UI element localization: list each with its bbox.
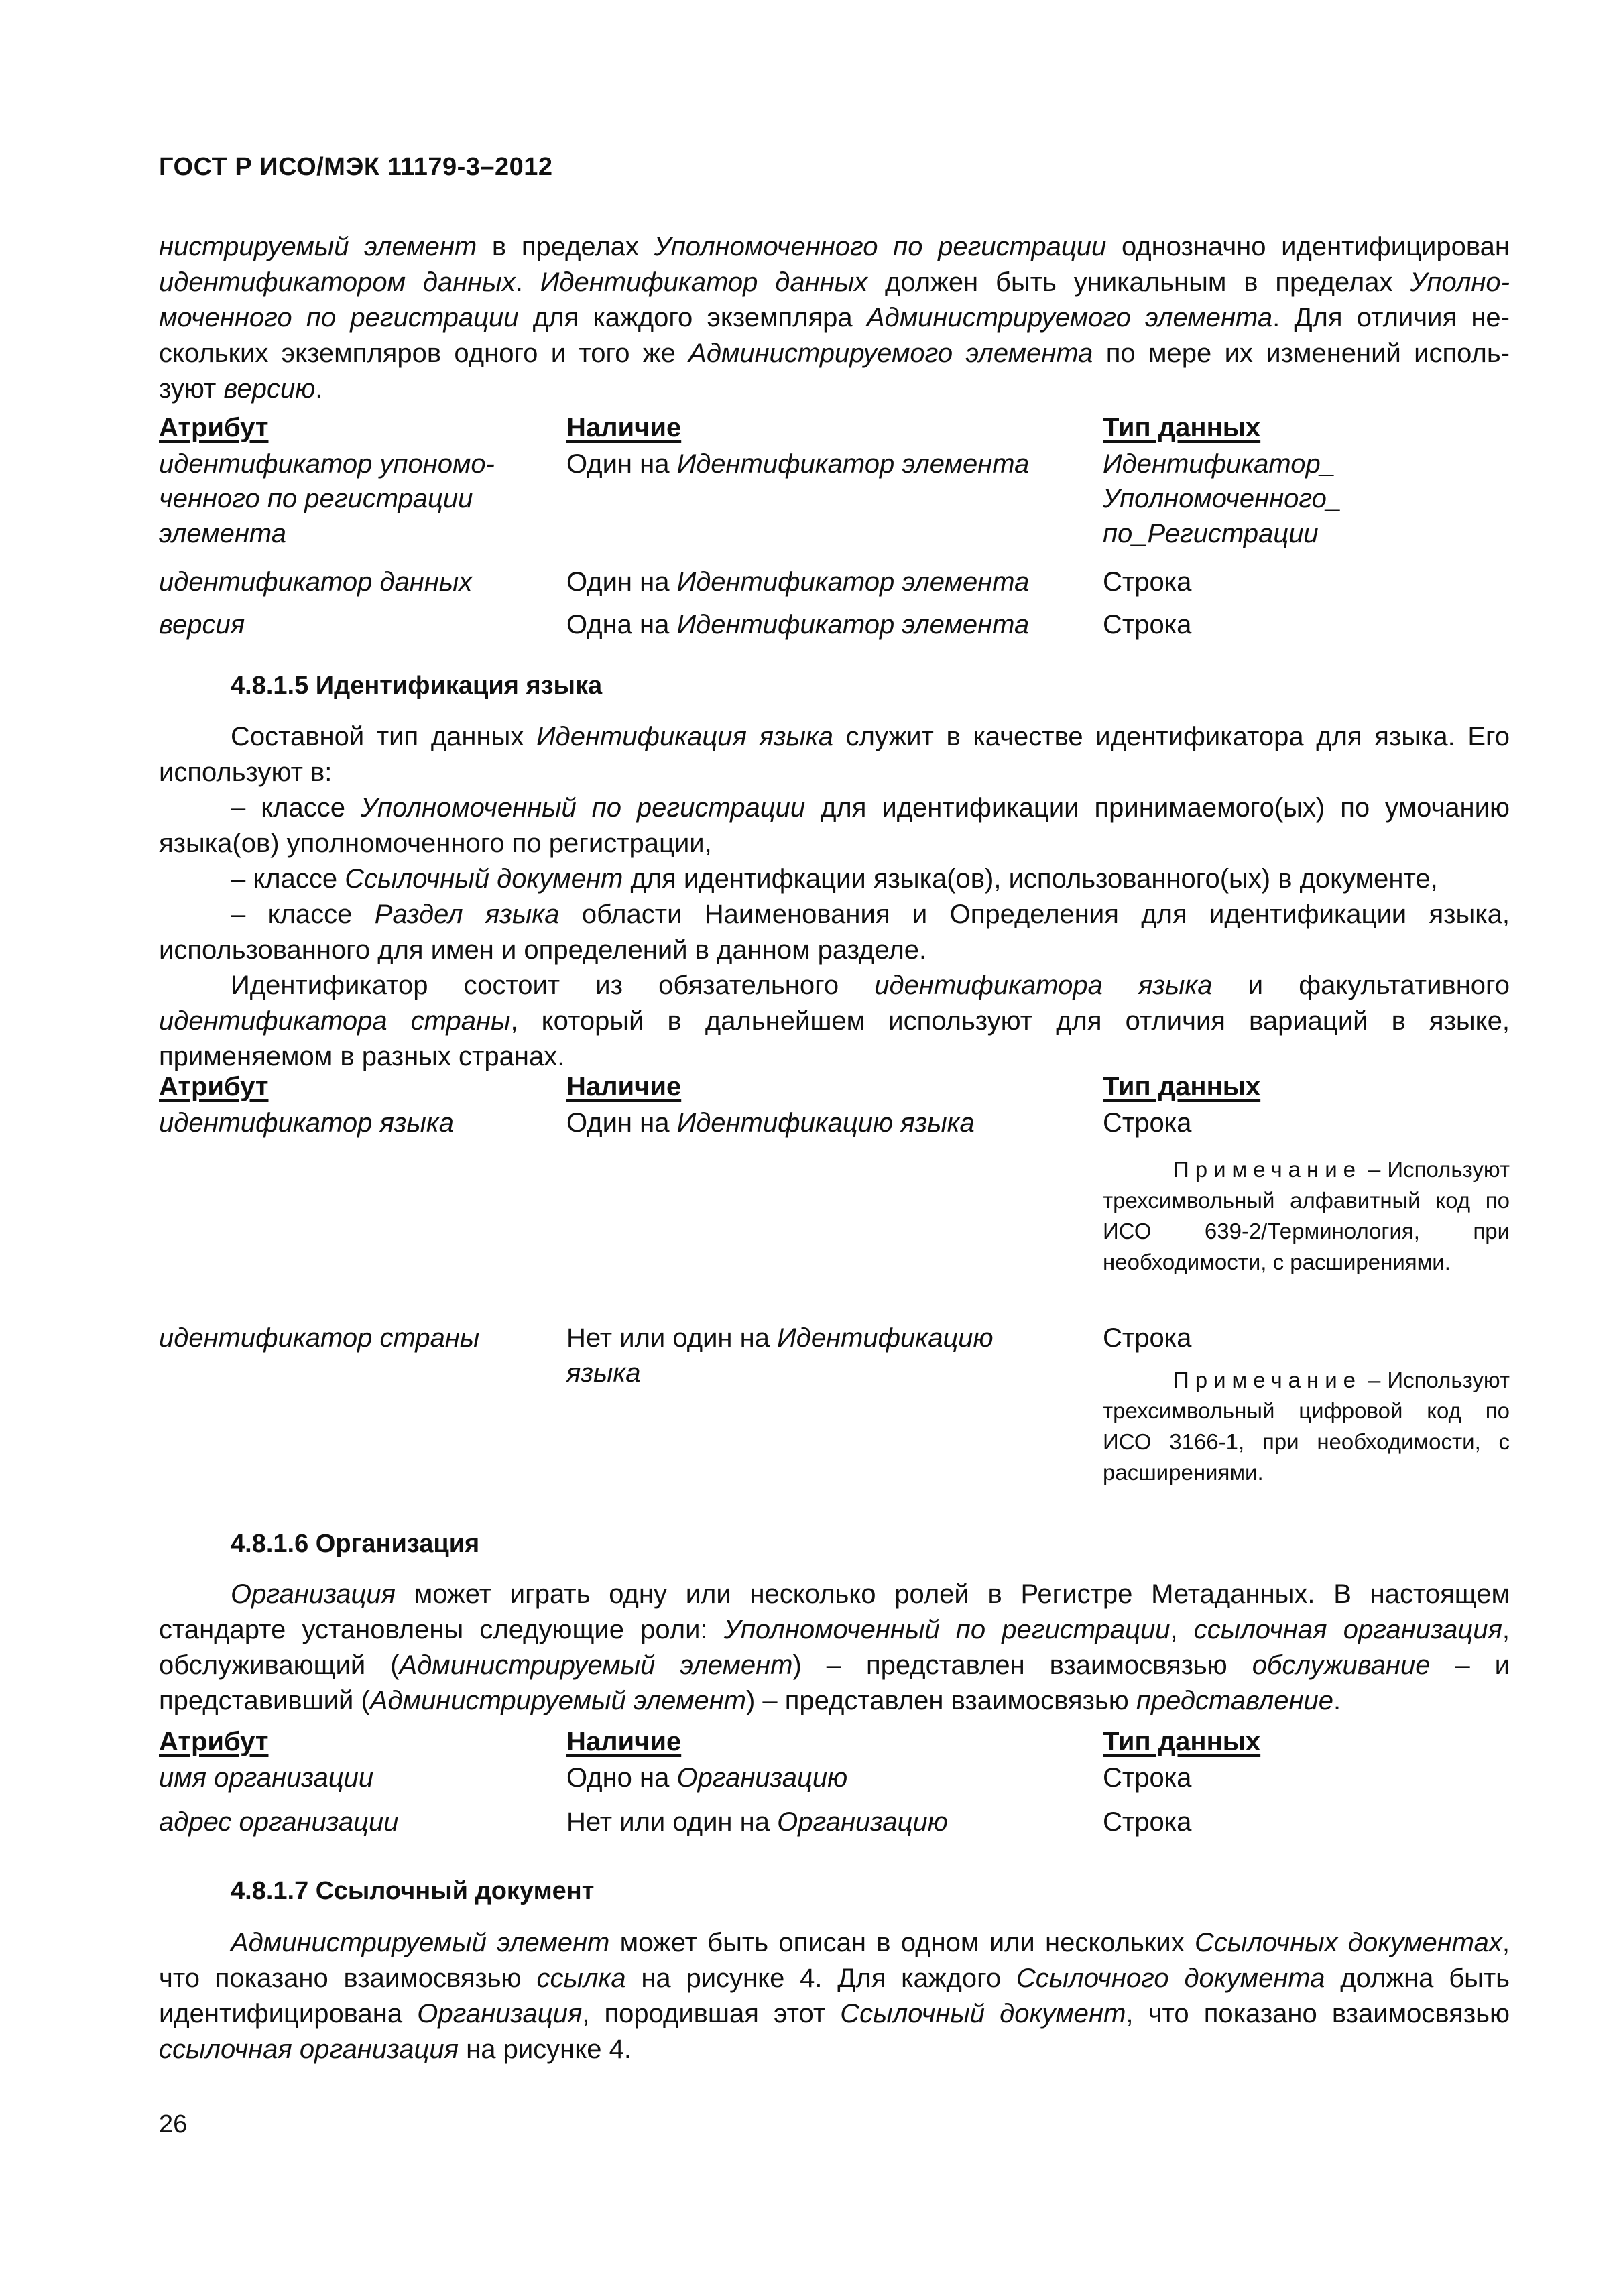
attribute-table-1: [159, 410, 1510, 645]
table-header-attribute: Атрибут: [159, 1727, 269, 1756]
intro-line: скольких экземпляров одного и того же Администрируемого элемента по мере их изменений исполь-: [159, 339, 1510, 368]
attr-cell: идентификатор данных: [159, 567, 473, 597]
table-note-1: Примечание – Используют трехсимвольный алфавитный код по ИСО 639-2/Терминология, при необходимости, с расширениями.: [1103, 1157, 1510, 1274]
section-4816-body: Организация может играть одну или несколько ролей в Регистре Метаданных. В настоящем стандарте установлены следующие роли: Уполномоченный по регистрации, ссылочная организация, обслуживающий (Администрируемый элемент) – представлен взаимосвязью обслуживание – и представивший (Администрируемый элемент) – представлен взаимосвязью представление.: [159, 1579, 1510, 1715]
type-cell: Строка: [1103, 1108, 1192, 1138]
table-row: [159, 607, 1510, 645]
table-header-type: Тип данных: [1103, 1072, 1261, 1101]
intro-line: зуют версию.: [159, 374, 323, 404]
intro-line: моченного по регистрации для каждого экземпляра Администрируемого элемента. Для отличия не-: [159, 303, 1510, 333]
attr-cell: адрес организации: [159, 1807, 399, 1837]
section-heading-4815: 4.8.1.5 Идентификация языка: [231, 672, 603, 700]
page-number: 26: [159, 2110, 188, 2138]
attribute-table-3: [159, 1724, 1510, 1839]
attr-cell: имя организации: [159, 1763, 374, 1793]
type-cell: Строка: [1103, 1763, 1192, 1793]
table-row: [159, 1105, 1510, 1140]
section-4815-body: Составной тип данных Идентификация языка служит в качестве идентификатора для языка. Его используют в: – классе Уполномоченный по регистрации для идентификации принимаемого(ых) по умочанию языка(ов) уполномоченного по регистрации, – классе Ссылочный документ для идентифкации языка(ов), использованного(ых) в документе, – классе Раздел языка области Наименования и Определения для идентификации языка, использованного для имен и определений в данном разделе. Идентификатор состоит из обязательного идентификатора языка и факультативного идентификатора страны, который в дальнейшем используют для отличия вариаций в языке, применяемом в разных странах.: [159, 722, 1510, 1071]
presence-cell: Один на Идентификатор элемента: [566, 449, 1030, 479]
presence-cell: Нет или один на Идентификацию языка: [566, 1323, 994, 1388]
type-cell: Строка: [1103, 567, 1192, 597]
presence-cell: Одна на Идентификатор элемента: [566, 610, 1030, 640]
type-cell: Идентификатор_ Уполномоченного_ по_Регистрации: [1103, 449, 1342, 548]
section-4817-body: Администрируемый элемент может быть описан в одном или нескольких Ссылочных документах, что показано взаимосвязью ссылка на рисунке 4. Для каждого Ссылочного документа должна быть идентифицирована Организация, породившая этот Ссылочный документ, что показано взаимосвязью ссылочная организация на рисунке 4.: [159, 1928, 1510, 2064]
document-code: ГОСТ Р ИСО/МЭК 11179-3–2012: [159, 153, 553, 181]
table-header-presence: Наличие: [566, 1072, 682, 1101]
attr-cell: версия: [159, 610, 245, 640]
attribute-table-2: [159, 1069, 1510, 1140]
section-heading-4816: 4.8.1.6 Организация: [231, 1530, 480, 1558]
table-row: [159, 1805, 1510, 1839]
table-note-2: Примечание – Используют трехсимвольный цифровой код по ИСО 3166-1, при необходимости, с расширениями.: [1103, 1368, 1510, 1485]
table-header-type: Тип данных: [1103, 1727, 1261, 1756]
intro-paragraph: [159, 229, 1510, 407]
presence-cell: Нет или один на Организацию: [566, 1807, 948, 1837]
table-header-attribute: Атрибут: [159, 1072, 269, 1101]
presence-cell: Один на Идентификатор элемента: [566, 567, 1030, 597]
table-row: [159, 564, 1510, 607]
attr-cell: идентификатор страны: [159, 1323, 480, 1353]
type-cell: Строка: [1103, 1323, 1192, 1353]
type-cell: Строка: [1103, 610, 1192, 640]
table-header-type: Тип данных: [1103, 413, 1261, 442]
table-row: [159, 1760, 1510, 1805]
type-cell: Строка: [1103, 1807, 1192, 1837]
attr-cell: идентификатор упономо- ченного по регистрации элемента: [159, 449, 495, 548]
table-header-presence: Наличие: [566, 1727, 682, 1756]
intro-line: нистрируемый элемент в пределах Уполномоченного по регистрации однозначно идентифицирован: [159, 232, 1510, 261]
presence-cell: Одно на Организацию: [566, 1763, 848, 1793]
attr-cell: идентификатор языка: [159, 1108, 454, 1138]
table-header-attribute: Атрибут: [159, 413, 269, 442]
table-header-presence: Наличие: [566, 413, 682, 442]
intro-line: идентификатором данных. Идентификатор данных должен быть уникальным в пределах Уполно-: [159, 267, 1510, 297]
table-row: [159, 446, 1510, 564]
section-heading-4817: 4.8.1.7 Ссылочный документ: [231, 1877, 595, 1905]
presence-cell: Один на Идентификацию языка: [566, 1108, 975, 1138]
